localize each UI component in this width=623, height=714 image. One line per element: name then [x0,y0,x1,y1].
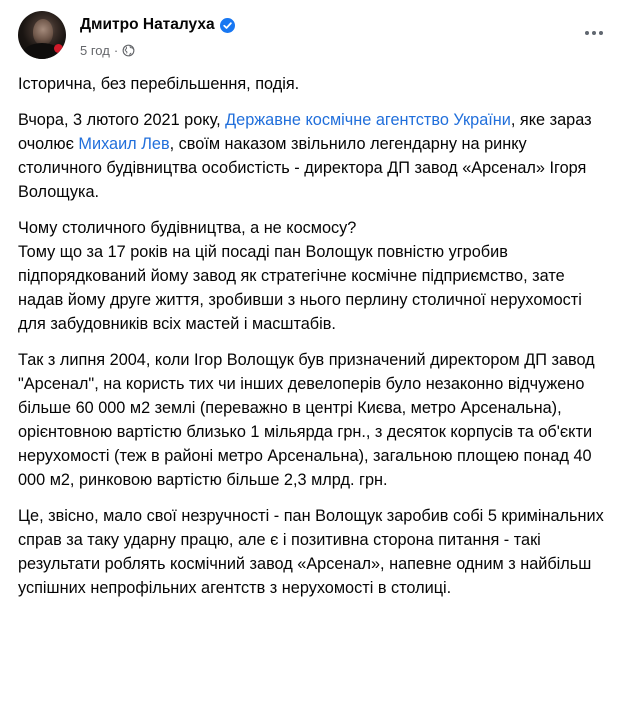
paragraph-2 [18,108,608,204]
paragraph-2-text-b: , яке зараз очолює [18,111,592,153]
avatar-face [33,19,53,45]
globe-icon[interactable] [122,44,135,57]
paragraph-3 [18,216,608,336]
more-horizontal-icon [599,31,603,35]
mention-mykhailo-lev[interactable]: Михаил Лев [78,135,170,153]
paragraph-2-text-a: Вчора, 3 лютого 2021 року, [18,111,226,129]
paragraph-2-text-c: , своїм наказом звільнило легендарну на ринку столичного будівництва особистість - директора ДП завод «Арсенал» Ігоря Волощука. [18,135,587,201]
author-line [80,15,235,35]
paragraph-3-line-1: Чому столичного будівництва, а не космосу? [18,219,357,237]
avatar[interactable] [18,11,66,59]
paragraph-4: Так з липня 2004, коли Ігор Волощук був призначений директором ДП завод "Арсенал", на користь тих чи інших девелоперів було незаконно відчужено більше 60 000 м2 землі (переважно в центрі Києва, метро Арсенальна), орієнтовною вартістю близько 1 мільярда грн., з десяток корпусів та об'єкти нерухомості (теж в районі метро Арсенальна), загальною площею понад 40 000 м2, ринковою вартістю більше 2,3 млрд. грн. [18,351,595,489]
meta-separator: · [113,42,119,58]
more-options-button[interactable] [580,23,608,43]
more-horizontal-icon [592,31,596,35]
mention-space-agency[interactable]: Державне космічне агентство України [225,111,511,129]
post-body [18,72,608,612]
verified-badge-icon [220,18,235,33]
more-horizontal-icon [585,31,589,35]
paragraph-3-line-2: Тому що за 17 років на цій посаді пан Волощук повністю угробив підпорядкований йому завод як стратегічне космічне підприємство, зате надав йому друге життя, зробивши з нього перлину столичної нерухомості для забудовників всіх мастей і масштабів. [18,243,582,333]
paragraph-5: Це, звісно, мало свої незручності - пан Волощук заробив собі 5 кримінальних справ за таку ударну працю, але є і позитивна сторона питання - такі результати роблять космічний завод «Арсенал», напевне одним з найбільш успішних непрофільних агентств з нерухомості в столиці. [18,507,604,597]
post-timestamp[interactable]: 5 год [80,42,110,58]
rose-icon [54,44,63,53]
post-header [18,11,608,67]
author-name[interactable]: Дмитро Наталуха [80,16,215,33]
paragraph-1: Історична, без перебільшення, подія. [18,75,300,93]
post-meta [80,41,135,59]
